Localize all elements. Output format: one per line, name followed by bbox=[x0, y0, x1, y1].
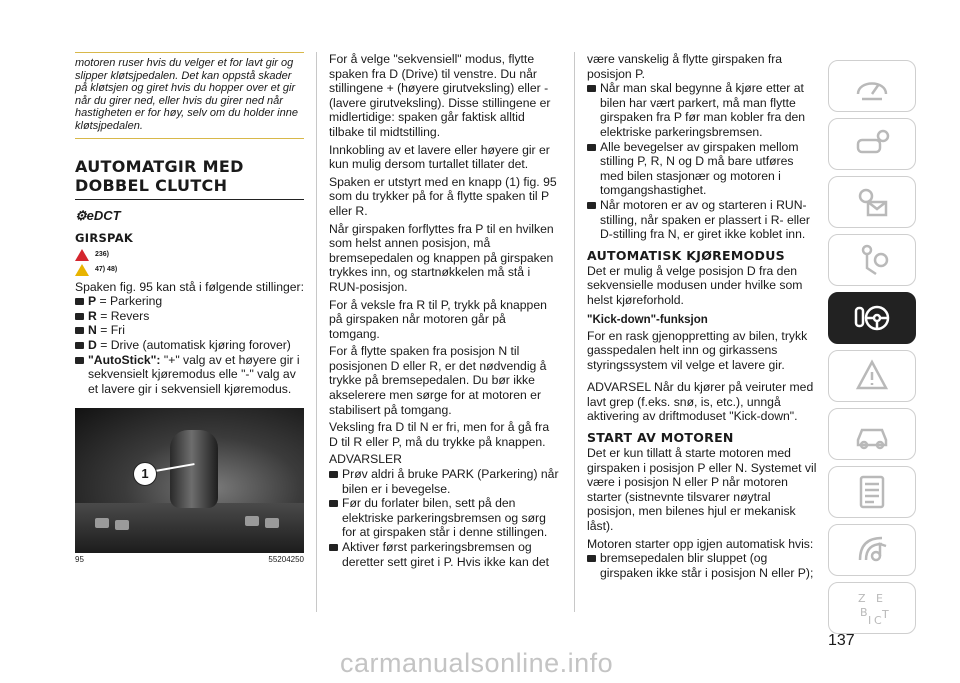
list-item: Aktiver først parkeringsbremsen og deretter sett giret i P. Hvis ikke kan det bbox=[329, 540, 560, 569]
svg-text:E: E bbox=[876, 592, 883, 605]
gear-shifter bbox=[170, 430, 218, 508]
list-item: D = Drive (automatisk kjøring forover) bbox=[75, 338, 304, 353]
paragraph: Innkobling av et lavere eller høyere gir er kun mulig dersom turtallet tillater det. bbox=[329, 142, 550, 172]
tab-key[interactable] bbox=[828, 118, 916, 170]
svg-text:C: C bbox=[874, 614, 882, 627]
paragraph: Veksling fra D til N er fri, men for å gå fra D til R eller P, må du trykke på knappen. bbox=[329, 420, 550, 449]
paragraph: For å flytte spaken fra posisjon N til posisjonen D eller R, er det nødvendig å trykke på bremsepedalen. Du bør ikke akselerere men sørge for at motoren er stabilisert på tomgang. bbox=[329, 344, 547, 417]
bullet-icon bbox=[75, 342, 84, 349]
lights-mail-icon bbox=[852, 182, 892, 222]
paragraph: Det er mulig å velge posisjon D fra den sekvensielle modusen under hvilke som helst kjøreforhold. bbox=[587, 263, 803, 307]
column-divider bbox=[574, 52, 575, 612]
list-item: Alle bevegelser av girspaken mellom stilling P, R, N og D må bare utføres med bilen stasjonær og motoren i tomgangshastighet. bbox=[587, 140, 817, 198]
list-item: Når man skal begynne å kjøre etter at bilen har vært parkert, må man flytte girspaken fra P før man kobler fra den elektriske parkeringsbremsen. bbox=[587, 81, 817, 139]
key-steering-wheel-icon bbox=[852, 298, 892, 338]
warning-triangle-yellow-icon bbox=[75, 264, 89, 276]
car-dashboard-icon bbox=[852, 66, 892, 106]
svg-text:Z: Z bbox=[858, 592, 866, 605]
car-service-icon bbox=[852, 414, 892, 454]
automatic-mode-heading: AUTOMATISK KJØREMODUS bbox=[587, 247, 785, 263]
paragraph: Motoren starter opp igjen automatisk hvis: bbox=[587, 536, 814, 551]
console bbox=[75, 503, 304, 553]
svg-text:T: T bbox=[882, 608, 889, 621]
column-right bbox=[587, 52, 817, 580]
bullet-icon bbox=[329, 544, 338, 551]
start-engine-heading: START AV MOTOREN bbox=[587, 430, 734, 446]
warning-triangle-red-icon bbox=[75, 249, 89, 261]
gear-lever-photo bbox=[75, 408, 304, 553]
bullet-icon bbox=[75, 327, 84, 334]
tab-technical[interactable] bbox=[828, 466, 916, 518]
list-item: Prøv aldri å bruke PARK (Parkering) når bilen er i bevegelse. bbox=[329, 467, 560, 496]
list-item: Når motoren er av og starteren i RUN-stilling, når spaken er plassert i R- eller D-stilling fra N, er giret ikke koblet inn. bbox=[587, 198, 817, 242]
bullet-icon bbox=[329, 500, 338, 507]
figure-code: 55204250 bbox=[268, 555, 304, 565]
page-number: 137 bbox=[828, 632, 855, 649]
figure-caption bbox=[75, 555, 304, 564]
bullet-icon bbox=[587, 202, 596, 209]
technical-data-icon bbox=[852, 472, 892, 512]
tab-lights[interactable] bbox=[828, 176, 916, 228]
tab-dashboard[interactable] bbox=[828, 60, 916, 112]
warning-red: 236) bbox=[75, 249, 304, 261]
advarsler-label: ADVARSLER bbox=[329, 452, 402, 467]
kickdown-heading: "Kick-down"-funksjon bbox=[587, 313, 708, 326]
list-item: R = Revers bbox=[75, 309, 304, 324]
list-item: bremsepedalen blir sluppet (og girspaken ikke står i posisjon N eller P); bbox=[587, 551, 817, 580]
list-item: "AutoStick": "+" valg av et høyere gir i sekvensielt kjøremodus elle "-" valg av et lavere gir i sekvensiell kjøremodus. bbox=[75, 353, 304, 397]
list-item: Før du forlater bilen, sett på den elektriske parkeringsbremsen og sørg for at girspaken står i denne stillingen. bbox=[329, 496, 560, 540]
tab-multimedia[interactable] bbox=[828, 524, 916, 576]
airbag-safety-icon bbox=[852, 240, 892, 280]
column-middle bbox=[329, 52, 560, 569]
bullet-icon bbox=[75, 298, 84, 305]
figure-callout: 1 bbox=[133, 462, 157, 486]
intro-text: Spaken fig. 95 kan stå i følgende stillinger: bbox=[75, 279, 304, 294]
girspak-heading: GIRSPAK bbox=[75, 230, 134, 245]
paragraph: ADVARSEL Når du kjører på veiruter med lavt grep (f.eks. snø, is, etc.), unngå aktivering av driftmoduset "Kick-down". bbox=[587, 380, 814, 424]
tab-warning[interactable] bbox=[828, 350, 916, 402]
tab-starting-driving[interactable] bbox=[828, 292, 916, 344]
list-item: P = Parkering bbox=[75, 294, 304, 309]
gear-logo-icon: ⚙ bbox=[75, 207, 87, 223]
list-item: N = Fri bbox=[75, 323, 304, 338]
tab-safety[interactable] bbox=[828, 234, 916, 286]
bullet-icon bbox=[587, 144, 596, 151]
tab-service[interactable] bbox=[828, 408, 916, 460]
figure-number: 95 bbox=[75, 555, 84, 565]
bullet-icon bbox=[329, 471, 338, 478]
svg-text:I: I bbox=[868, 614, 872, 627]
bullet-icon bbox=[75, 313, 84, 320]
bullet-icon bbox=[587, 85, 596, 92]
multimedia-icon bbox=[852, 530, 892, 570]
bullet-icon bbox=[75, 357, 84, 364]
paragraph: For å velge "sekvensiell" modus, flytte spaken fra D (Drive) til venstre. Du når stillingene + (høyere girutveksling) eller - (lavere girutveksling). Disse stillingene er midlertidige: spaken går faktisk alltid tilbake til midtstilling. bbox=[329, 52, 551, 139]
paragraph: For en rask gjenoppretting av bilen, trykk gasspedalen helt inn og girkassens styringssystem vil velge et lavere gir. bbox=[587, 328, 808, 372]
section-heading: AUTOMATGIR MED DOBBEL CLUTCH bbox=[75, 157, 304, 200]
paragraph: Spaken er utstyrt med en knapp (1) fig. 95 som du trykker på for å flytte spaken til P eller R. bbox=[329, 174, 557, 218]
svg-text:B: B bbox=[860, 606, 868, 619]
car-key-icon bbox=[852, 124, 892, 164]
alphabet-index-icon bbox=[852, 588, 892, 628]
chapter-tabs bbox=[828, 60, 918, 640]
bullet-icon bbox=[587, 555, 596, 562]
paragraph: Når girspaken forflyttes fra P til en hvilken som helst annen posisjon, må bremsepedalen og knappen på girspaken trykkes inn, og startnøkkelen må stå i RUN-posisjon. bbox=[329, 221, 554, 294]
tab-index[interactable] bbox=[828, 582, 916, 634]
column-divider bbox=[316, 52, 317, 612]
warning-yellow: 47) 48) bbox=[75, 264, 304, 276]
car-warning-icon bbox=[852, 356, 892, 396]
paragraph: For å veksle fra R til P, trykk på knappen på girspaken når motoren går på tomgang. bbox=[329, 297, 547, 341]
watermark: carmanualsonline.info bbox=[340, 648, 614, 678]
column-left bbox=[75, 52, 304, 564]
edct-logo: ⚙eDCT bbox=[75, 207, 121, 223]
paragraph: Det er kun tillatt å starte motoren med girspaken i posisjon P eller N. Systemet vil være i posisjon N eller P når motoren starter (sistnevnte tilsvarer nøytral posisjon, men bilenes hjul er mekanisk låst). bbox=[587, 446, 817, 534]
notice-box: motoren ruser hvis du velger et for lavt gir og slipper kløtsjpedalen. Det kan oppstå skader på kløtsjen og giret hvis du hopper over et gir når du girer ned, eller hvis du girer ned når hastigheten er for høy, selv om du holder inne kløtsjpedalen. bbox=[75, 52, 304, 139]
paragraph: være vanskelig å flytte girspaken fra posisjon P. bbox=[587, 52, 783, 81]
